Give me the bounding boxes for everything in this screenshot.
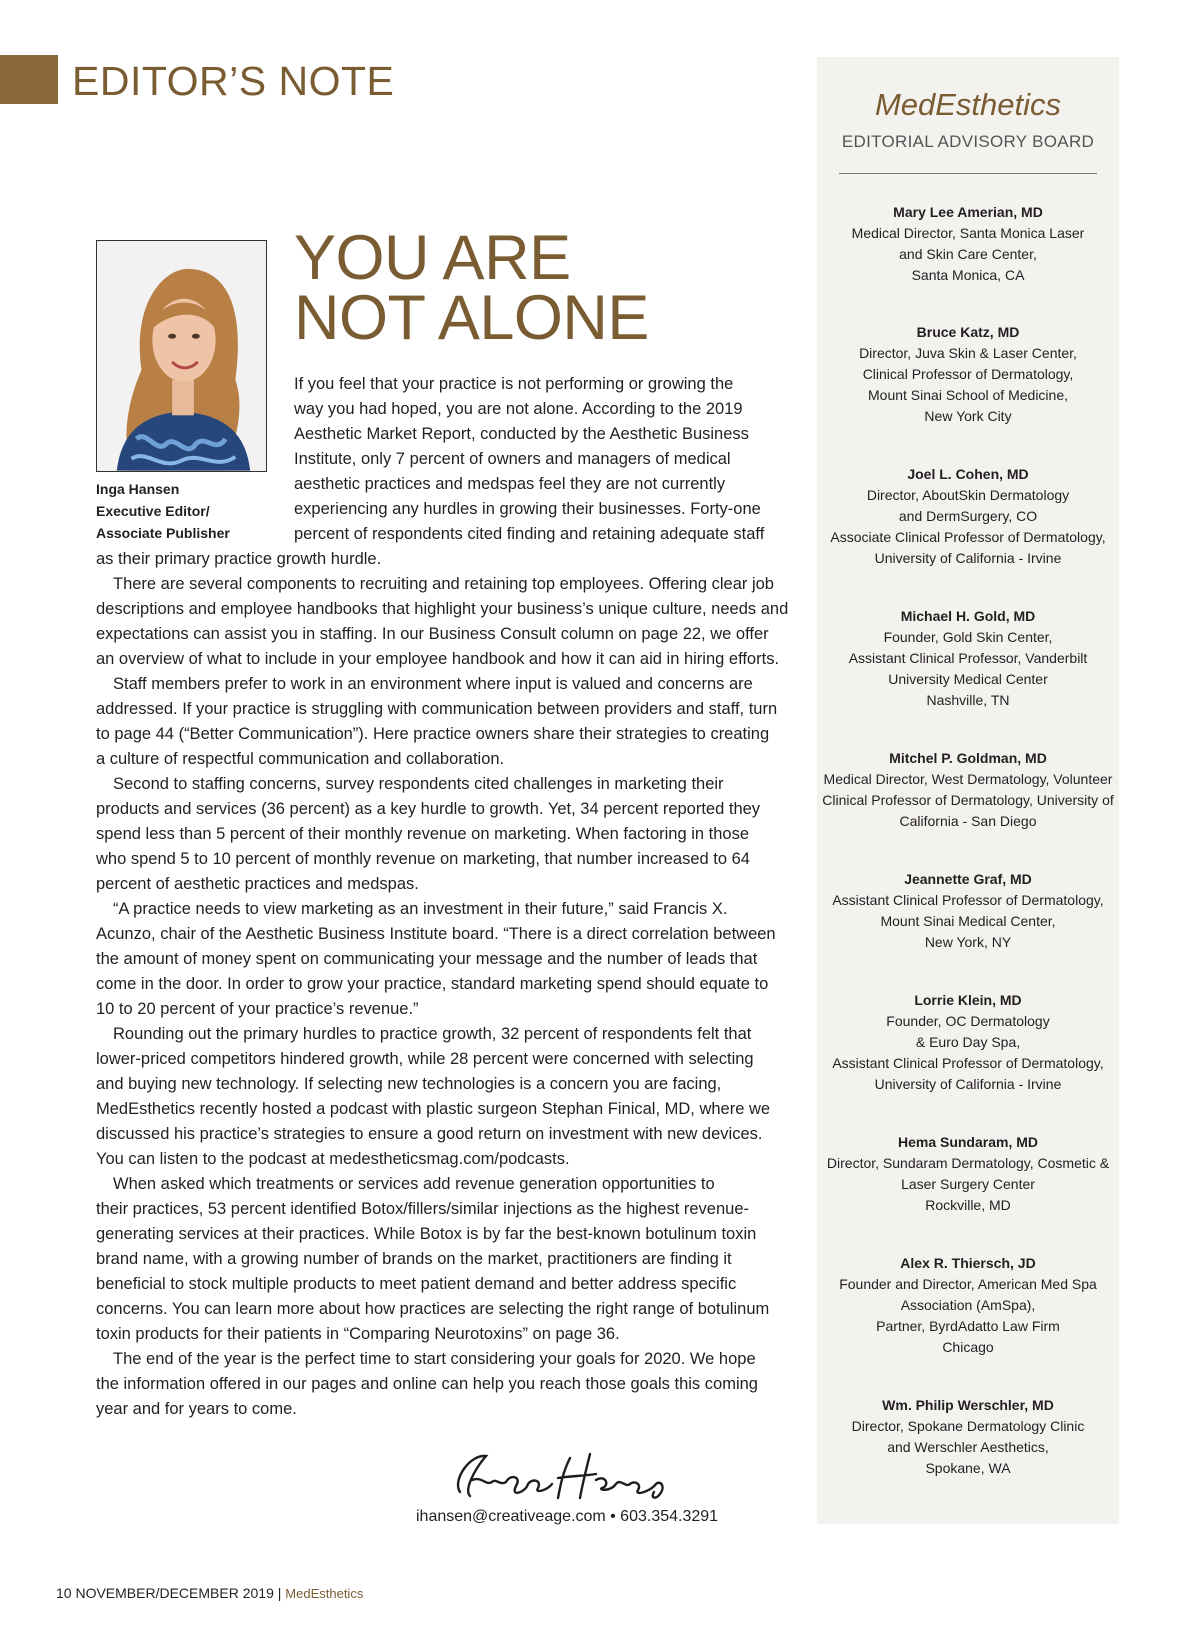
board-member-detail: Spokane, WA xyxy=(925,1460,1011,1476)
board-member-detail: New York City xyxy=(924,408,1012,424)
board-member-detail: New York, NY xyxy=(924,934,1012,950)
editor-portrait-image xyxy=(97,241,266,471)
board-member-detail: Clinical Professor of Dermatology, xyxy=(862,366,1074,382)
body-line: aesthetic practices and medspas feel they are not currently xyxy=(294,475,726,493)
board-member-name: Jeannette Graf, MD xyxy=(904,871,1032,887)
board-member-detail: University of California - Irvine xyxy=(874,1076,1062,1092)
board-member xyxy=(817,1395,1119,1479)
body-line: MedEsthetics recently hosted a podcast with plastic surgeon Stephan Finical, MD, where we xyxy=(96,1100,771,1118)
board-member xyxy=(817,464,1119,569)
body-line: experiencing any hurdles in growing their businesses. Forty-one xyxy=(294,500,761,518)
body-line: year and for years to come. xyxy=(96,1400,297,1418)
body-line: Acunzo, chair of the Aesthetic Business Institute board. “There is a direct correlation between xyxy=(96,925,776,943)
board-member-detail: Laser Surgery Center xyxy=(901,1176,1035,1192)
board-member xyxy=(817,322,1119,427)
body-line: expectations can assist you in staffing. In our Business Consult column on page 22, we offer xyxy=(96,625,769,643)
board-member-name: Alex R. Thiersch, JD xyxy=(900,1255,1036,1271)
sidebar-title: MedEsthetics xyxy=(874,87,1062,122)
board-member-name: Lorrie Klein, MD xyxy=(914,992,1022,1008)
body-line: the information offered in our pages and online can help you reach those goals this coming xyxy=(96,1375,758,1393)
contact-line: ihansen@creativeage.com • 603.354.3291 xyxy=(416,1508,719,1525)
body-line: Rounding out the primary hurdles to practice growth, 32 percent of respondents felt that xyxy=(113,1025,752,1043)
footer-issue: 10 NOVEMBER/DECEMBER 2019 xyxy=(56,1585,274,1601)
board-member-detail: Assistant Clinical Professor, Vanderbilt xyxy=(848,650,1088,666)
body-line: way you had hoped, you are not alone. According to the 2019 xyxy=(294,400,743,418)
body-line: Second to staffing concerns, survey respondents cited challenges in marketing their xyxy=(113,775,724,793)
body-line: as their primary practice growth hurdle. xyxy=(96,550,382,568)
board-member-detail: and Werschler Aesthetics, xyxy=(887,1439,1049,1455)
board-member-detail: Assistant Clinical Professor of Dermatology, xyxy=(832,1055,1104,1071)
body-line: lower-priced competitors hindered growth, while 28 percent were concerned with selecting xyxy=(96,1050,754,1068)
board-member-name: Mary Lee Amerian, MD xyxy=(893,204,1043,220)
board-member-name: Wm. Philip Werschler, MD xyxy=(882,1397,1054,1413)
footer-brand: MedEsthetics xyxy=(285,1586,364,1601)
board-member-name: Joel L. Cohen, MD xyxy=(907,466,1029,482)
signature xyxy=(430,1440,670,1510)
board-member-detail: Rockville, MD xyxy=(925,1197,1011,1213)
body-line: an overview of what to include in your employee handbook and how it can aid in hiring efforts. xyxy=(96,650,780,668)
board-member xyxy=(817,1132,1119,1216)
headline-line-2: NOT ALONE xyxy=(294,283,649,353)
body-line: descriptions and employee handbooks that highlight your business’s unique culture, needs and xyxy=(96,600,789,618)
board-member-detail: Nashville, TN xyxy=(926,692,1010,708)
board-member-detail: Clinical Professor of Dermatology, University of xyxy=(822,792,1114,808)
board-member xyxy=(817,202,1119,286)
board-member-detail: Chicago xyxy=(942,1339,994,1355)
board-member-detail: University Medical Center xyxy=(888,671,1048,687)
board-member-detail: Medical Director, West Dermatology, Volunteer xyxy=(823,771,1113,787)
body-line: the amount of money spent on communicating your message and the number of leads that xyxy=(96,950,758,968)
body-line: discussed his practice’s strategies to ensure a good return on investment with new devices. xyxy=(96,1125,763,1143)
body-line: toxin products for their patients in “Comparing Neurotoxins” on page 36. xyxy=(96,1325,620,1343)
board-member-detail: Mount Sinai School of Medicine, xyxy=(868,387,1068,403)
byline-title: Executive Editor/ xyxy=(96,503,210,519)
body-line: come in the door. In order to grow your practice, standard marketing spend should equate to xyxy=(96,975,769,993)
body-line: addressed. If your practice is struggling with communication between providers and staff, turn xyxy=(96,700,778,718)
body-line: 10 to 20 percent of your practice’s revenue.” xyxy=(96,1000,419,1018)
board-member xyxy=(817,1253,1119,1358)
byline-caption xyxy=(96,478,230,544)
body-line: percent of respondents cited finding and retaining adequate staff xyxy=(294,525,765,543)
body-line: “A practice needs to view marketing as an investment in their future,” said Francis X. xyxy=(113,900,728,918)
body-line: spend less than 5 percent of their monthly revenue on marketing. When factoring in those xyxy=(96,825,750,843)
body-line: When asked which treatments or services add revenue generation opportunities to xyxy=(113,1175,715,1193)
board-member xyxy=(817,990,1119,1095)
body-line: concerns. You can learn more about how practices are selecting the right range of botulinum xyxy=(96,1300,770,1318)
article-headline xyxy=(294,223,649,353)
board-member-detail: & Euro Day Spa, xyxy=(915,1034,1021,1050)
body-line: Institute, only 7 percent of owners and managers of medical xyxy=(294,450,731,468)
body-line: products and services (36 percent) as a key hurdle to growth. Yet, 34 percent reported they xyxy=(96,800,761,818)
section-title: EDITOR’S NOTE xyxy=(72,58,395,104)
section-color-bar xyxy=(0,55,58,104)
body-line: The end of the year is the perfect time to start considering your goals for 2020. We hope xyxy=(113,1350,756,1368)
editor-portrait xyxy=(96,240,267,472)
board-member-detail: California - San Diego xyxy=(899,813,1037,829)
board-member-name: Hema Sundaram, MD xyxy=(897,1134,1039,1150)
board-member-detail: University of California - Irvine xyxy=(874,550,1062,566)
board-member-name: Mitchel P. Goldman, MD xyxy=(889,750,1047,766)
body-line: and buying new technology. If selecting new technologies is a concern you are facing, xyxy=(96,1075,722,1093)
board-member-detail: Mount Sinai Medical Center, xyxy=(880,913,1056,929)
body-line: generating services at their practices. While Botox is by far the best-known botulinum toxin xyxy=(96,1225,757,1243)
sidebar-divider xyxy=(839,173,1097,174)
body-line: who spend 5 to 10 percent of monthly revenue on marketing, that number increased to 64 xyxy=(96,850,750,868)
board-member xyxy=(817,606,1119,711)
body-line: There are several components to recruiting and retaining top employees. Offering clear job xyxy=(113,575,774,593)
sidebar-subtitle: EDITORIAL ADVISORY BOARD xyxy=(841,132,1095,151)
board-member-detail: Director, Spokane Dermatology Clinic xyxy=(851,1418,1085,1434)
board-member xyxy=(817,869,1119,953)
board-member-detail: Director, Juva Skin & Laser Center, xyxy=(859,345,1077,361)
board-member-detail: and DermSurgery, CO xyxy=(898,508,1038,524)
byline-title-2: Associate Publisher xyxy=(96,525,230,541)
byline-name: Inga Hansen xyxy=(96,481,180,497)
board-member-name: Michael H. Gold, MD xyxy=(900,608,1036,624)
headline-line-1: YOU ARE xyxy=(294,223,571,293)
board-member-detail: Santa Monica, CA xyxy=(911,267,1025,283)
board-member-name: Bruce Katz, MD xyxy=(916,324,1020,340)
board-member-detail: and Skin Care Center, xyxy=(899,246,1037,262)
body-line: to page 44 (“Better Communication”). Here practice owners share their strategies to creating xyxy=(96,725,770,743)
body-line: a culture of respectful communication and collaboration. xyxy=(96,750,505,768)
board-member-detail: Director, Sundaram Dermatology, Cosmetic & xyxy=(826,1155,1110,1171)
board-member-detail: Medical Director, Santa Monica Laser xyxy=(851,225,1085,241)
board-member-detail: Assistant Clinical Professor of Dermatology, xyxy=(832,892,1104,908)
advisory-board-sidebar xyxy=(817,57,1119,1524)
page-footer xyxy=(56,1585,363,1601)
body-line: beneficial to stock multiple products to meet patient demand and better address specific xyxy=(96,1275,737,1293)
body-line: brand name, with a growing number of brands on the market, practitioners are finding it xyxy=(96,1250,732,1268)
body-line: their practices, 53 percent identified Botox/fillers/similar injections as the highest revenue- xyxy=(96,1200,749,1218)
body-line: You can listen to the podcast at medestheticsmag.com/podcasts. xyxy=(96,1150,570,1168)
body-line: Staff members prefer to work in an environment where input is valued and concerns are xyxy=(113,675,753,693)
body-line: percent of aesthetic practices and medspas. xyxy=(96,875,419,893)
board-member-detail: Founder, OC Dermatology xyxy=(886,1013,1050,1029)
board-member xyxy=(817,748,1119,832)
board-member-detail: Founder and Director, American Med Spa xyxy=(839,1276,1097,1292)
footer-separator: | xyxy=(277,1585,282,1601)
board-member-detail: Partner, ByrdAdatto Law Firm xyxy=(876,1318,1060,1334)
board-member-detail: Associate Clinical Professor of Dermatology, xyxy=(830,529,1106,545)
body-line: Aesthetic Market Report, conducted by the Aesthetic Business xyxy=(294,425,749,443)
body-line: If you feel that your practice is not performing or growing the xyxy=(294,375,734,393)
board-member-detail: Director, AboutSkin Dermatology xyxy=(866,487,1070,503)
board-member-detail: Association (AmSpa), xyxy=(900,1297,1036,1313)
board-member-detail: Founder, Gold Skin Center, xyxy=(883,629,1053,645)
